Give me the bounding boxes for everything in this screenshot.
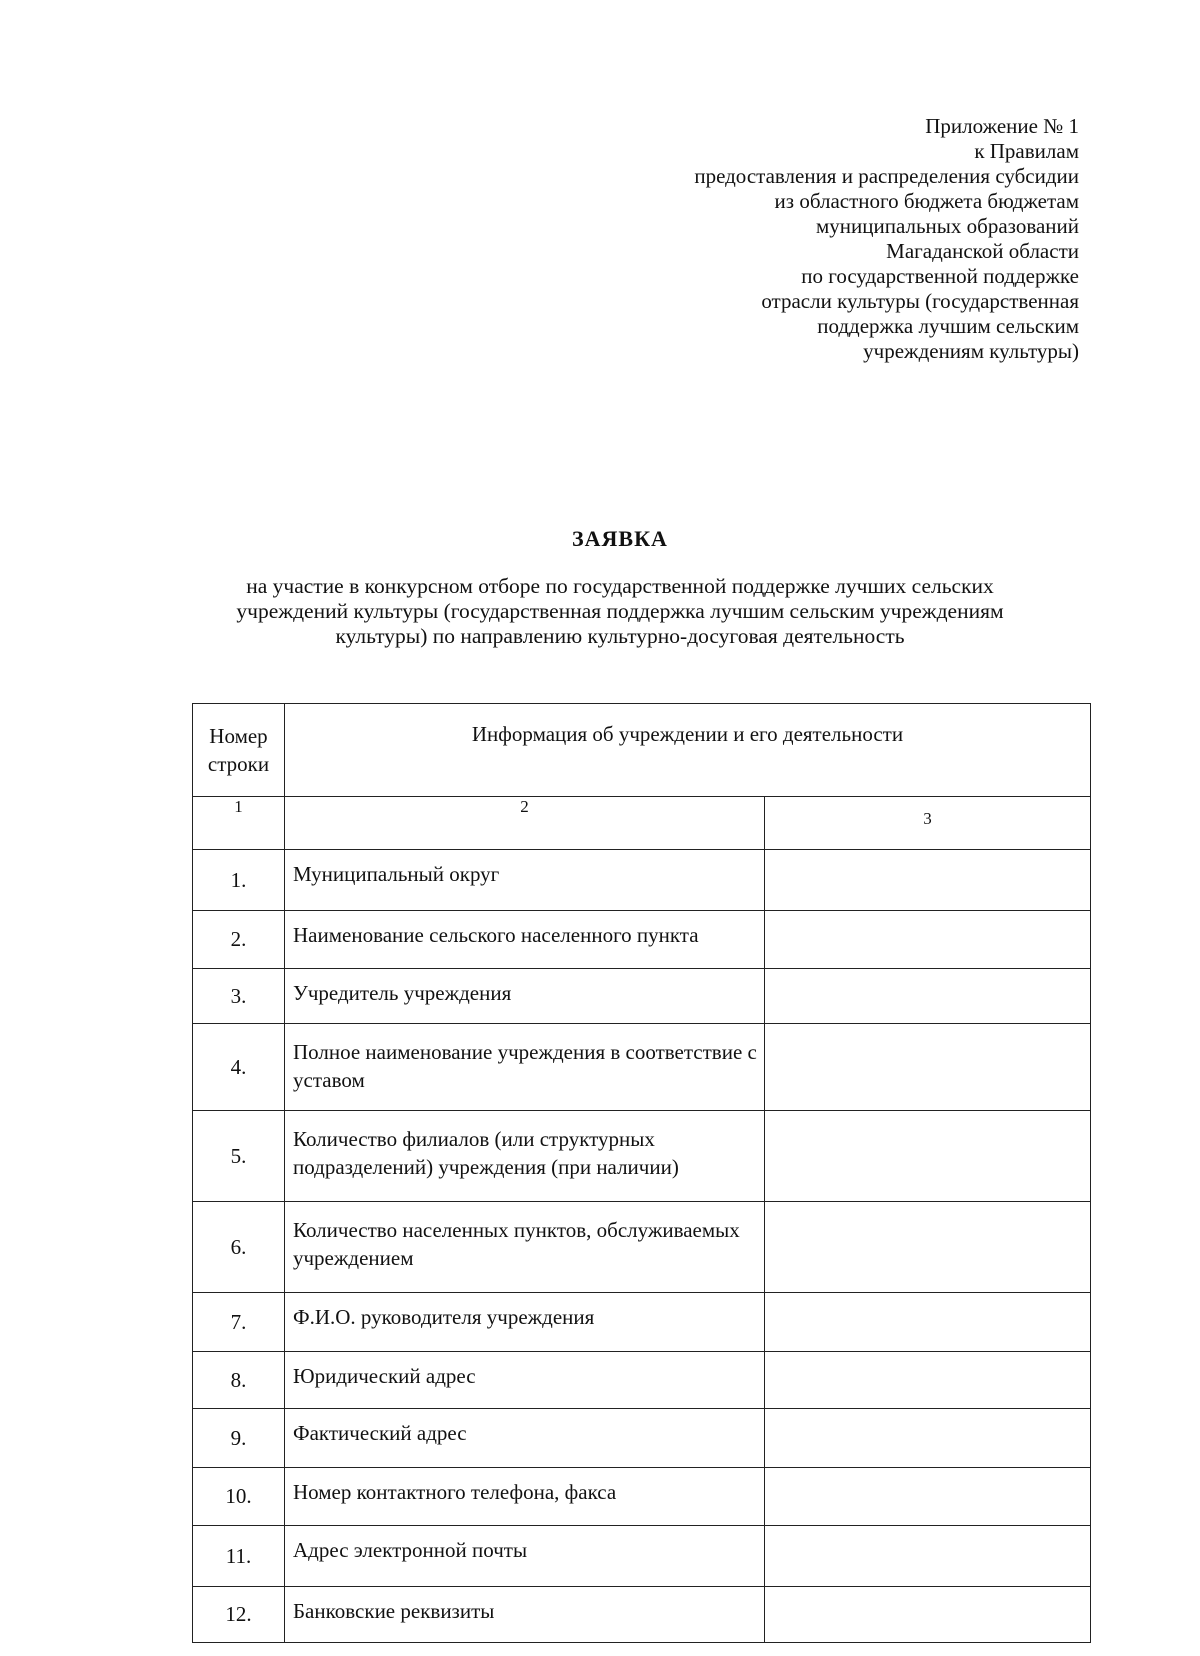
row-value-field[interactable]: [765, 911, 1091, 969]
row-label: Муниципальный округ: [285, 850, 765, 911]
column-number-row: [193, 797, 1091, 850]
row-number-header-line1: Номер: [209, 724, 268, 748]
row-number: 11.: [193, 1526, 285, 1587]
row-label: Фактический адрес: [285, 1409, 765, 1468]
row-number-header-line2: строки: [207, 752, 270, 776]
table-row: [193, 969, 1091, 1024]
row-number: 12.: [193, 1587, 285, 1643]
appendix-line: поддержка лучшим сельским: [817, 314, 1079, 338]
row-value-field[interactable]: [765, 1202, 1091, 1293]
appendix-line: к Правилам: [974, 139, 1079, 163]
column-number-3: 3: [765, 797, 1091, 850]
row-number: 10.: [193, 1468, 285, 1526]
row-value-field[interactable]: [765, 1409, 1091, 1468]
table-row: [193, 1293, 1091, 1352]
row-number: 8.: [193, 1352, 285, 1409]
row-label: Наименование сельского населенного пункта: [285, 911, 765, 969]
subtitle-line: учреждений культуры (государственная поддержка лучшим сельским учреждениям: [236, 599, 1004, 623]
row-label: Полное наименование учреждения в соответствие с уставом: [285, 1024, 765, 1111]
appendix-header: [519, 114, 1079, 364]
row-value-field[interactable]: [765, 1293, 1091, 1352]
row-label: Ф.И.О. руководителя учреждения: [285, 1293, 765, 1352]
column-number-1: 1: [193, 797, 285, 850]
row-value-field[interactable]: [765, 1111, 1091, 1202]
row-value-field[interactable]: [765, 1587, 1091, 1643]
row-number: 5.: [193, 1111, 285, 1202]
row-number: 9.: [193, 1409, 285, 1468]
table-row: [193, 1352, 1091, 1409]
table-row: [193, 1468, 1091, 1526]
column-number-2: 2: [285, 797, 765, 850]
appendix-line: из областного бюджета бюджетам: [774, 189, 1079, 213]
table-row: [193, 1526, 1091, 1587]
row-value-field[interactable]: [765, 1024, 1091, 1111]
row-number: 2.: [193, 911, 285, 969]
row-number-header: [193, 704, 285, 797]
table-row: [193, 1024, 1091, 1111]
row-label: Количество филиалов (или структурных подразделений) учреждения (при наличии): [285, 1111, 765, 1202]
appendix-line: Приложение № 1: [925, 114, 1079, 138]
row-label: Номер контактного телефона, факса: [285, 1468, 765, 1526]
document-title: ЗАЯВКА: [572, 526, 668, 551]
row-label: Юридический адрес: [285, 1352, 765, 1409]
row-value-field[interactable]: [765, 850, 1091, 911]
table-row: [193, 1409, 1091, 1468]
table-row: [193, 1587, 1091, 1643]
application-form-table: [192, 703, 1091, 1643]
row-number: 7.: [193, 1293, 285, 1352]
table-row: [193, 911, 1091, 969]
row-number: 3.: [193, 969, 285, 1024]
row-value-field[interactable]: [765, 1468, 1091, 1526]
table-row: [193, 1111, 1091, 1202]
row-label: Адрес электронной почты: [285, 1526, 765, 1587]
row-number: 4.: [193, 1024, 285, 1111]
row-number: 6.: [193, 1202, 285, 1293]
appendix-line: отрасли культуры (государственная: [761, 289, 1079, 313]
appendix-line: учреждениям культуры): [863, 339, 1079, 363]
table-header-row: [193, 704, 1091, 797]
row-value-field[interactable]: [765, 1352, 1091, 1409]
row-value-field[interactable]: [765, 1526, 1091, 1587]
row-value-field[interactable]: [765, 969, 1091, 1024]
row-label: Количество населенных пунктов, обслуживаемых учреждением: [285, 1202, 765, 1293]
appendix-line: Магаданской области: [886, 239, 1079, 263]
document-subtitle: [190, 574, 1050, 649]
table-row: [193, 1202, 1091, 1293]
appendix-line: предоставления и распределения субсидии: [694, 164, 1079, 188]
info-header: Информация об учреждении и его деятельности: [285, 704, 1091, 797]
subtitle-line: на участие в конкурсном отборе по государственной поддержке лучших сельских: [246, 574, 994, 598]
appendix-line: муниципальных образований: [816, 214, 1079, 238]
row-number: 1.: [193, 850, 285, 911]
row-label: Банковские реквизиты: [285, 1587, 765, 1643]
subtitle-line: культуры) по направлению культурно-досуговая деятельность: [335, 624, 905, 648]
appendix-line: по государственной поддержке: [801, 264, 1079, 288]
table-row: [193, 850, 1091, 911]
row-label: Учредитель учреждения: [285, 969, 765, 1024]
